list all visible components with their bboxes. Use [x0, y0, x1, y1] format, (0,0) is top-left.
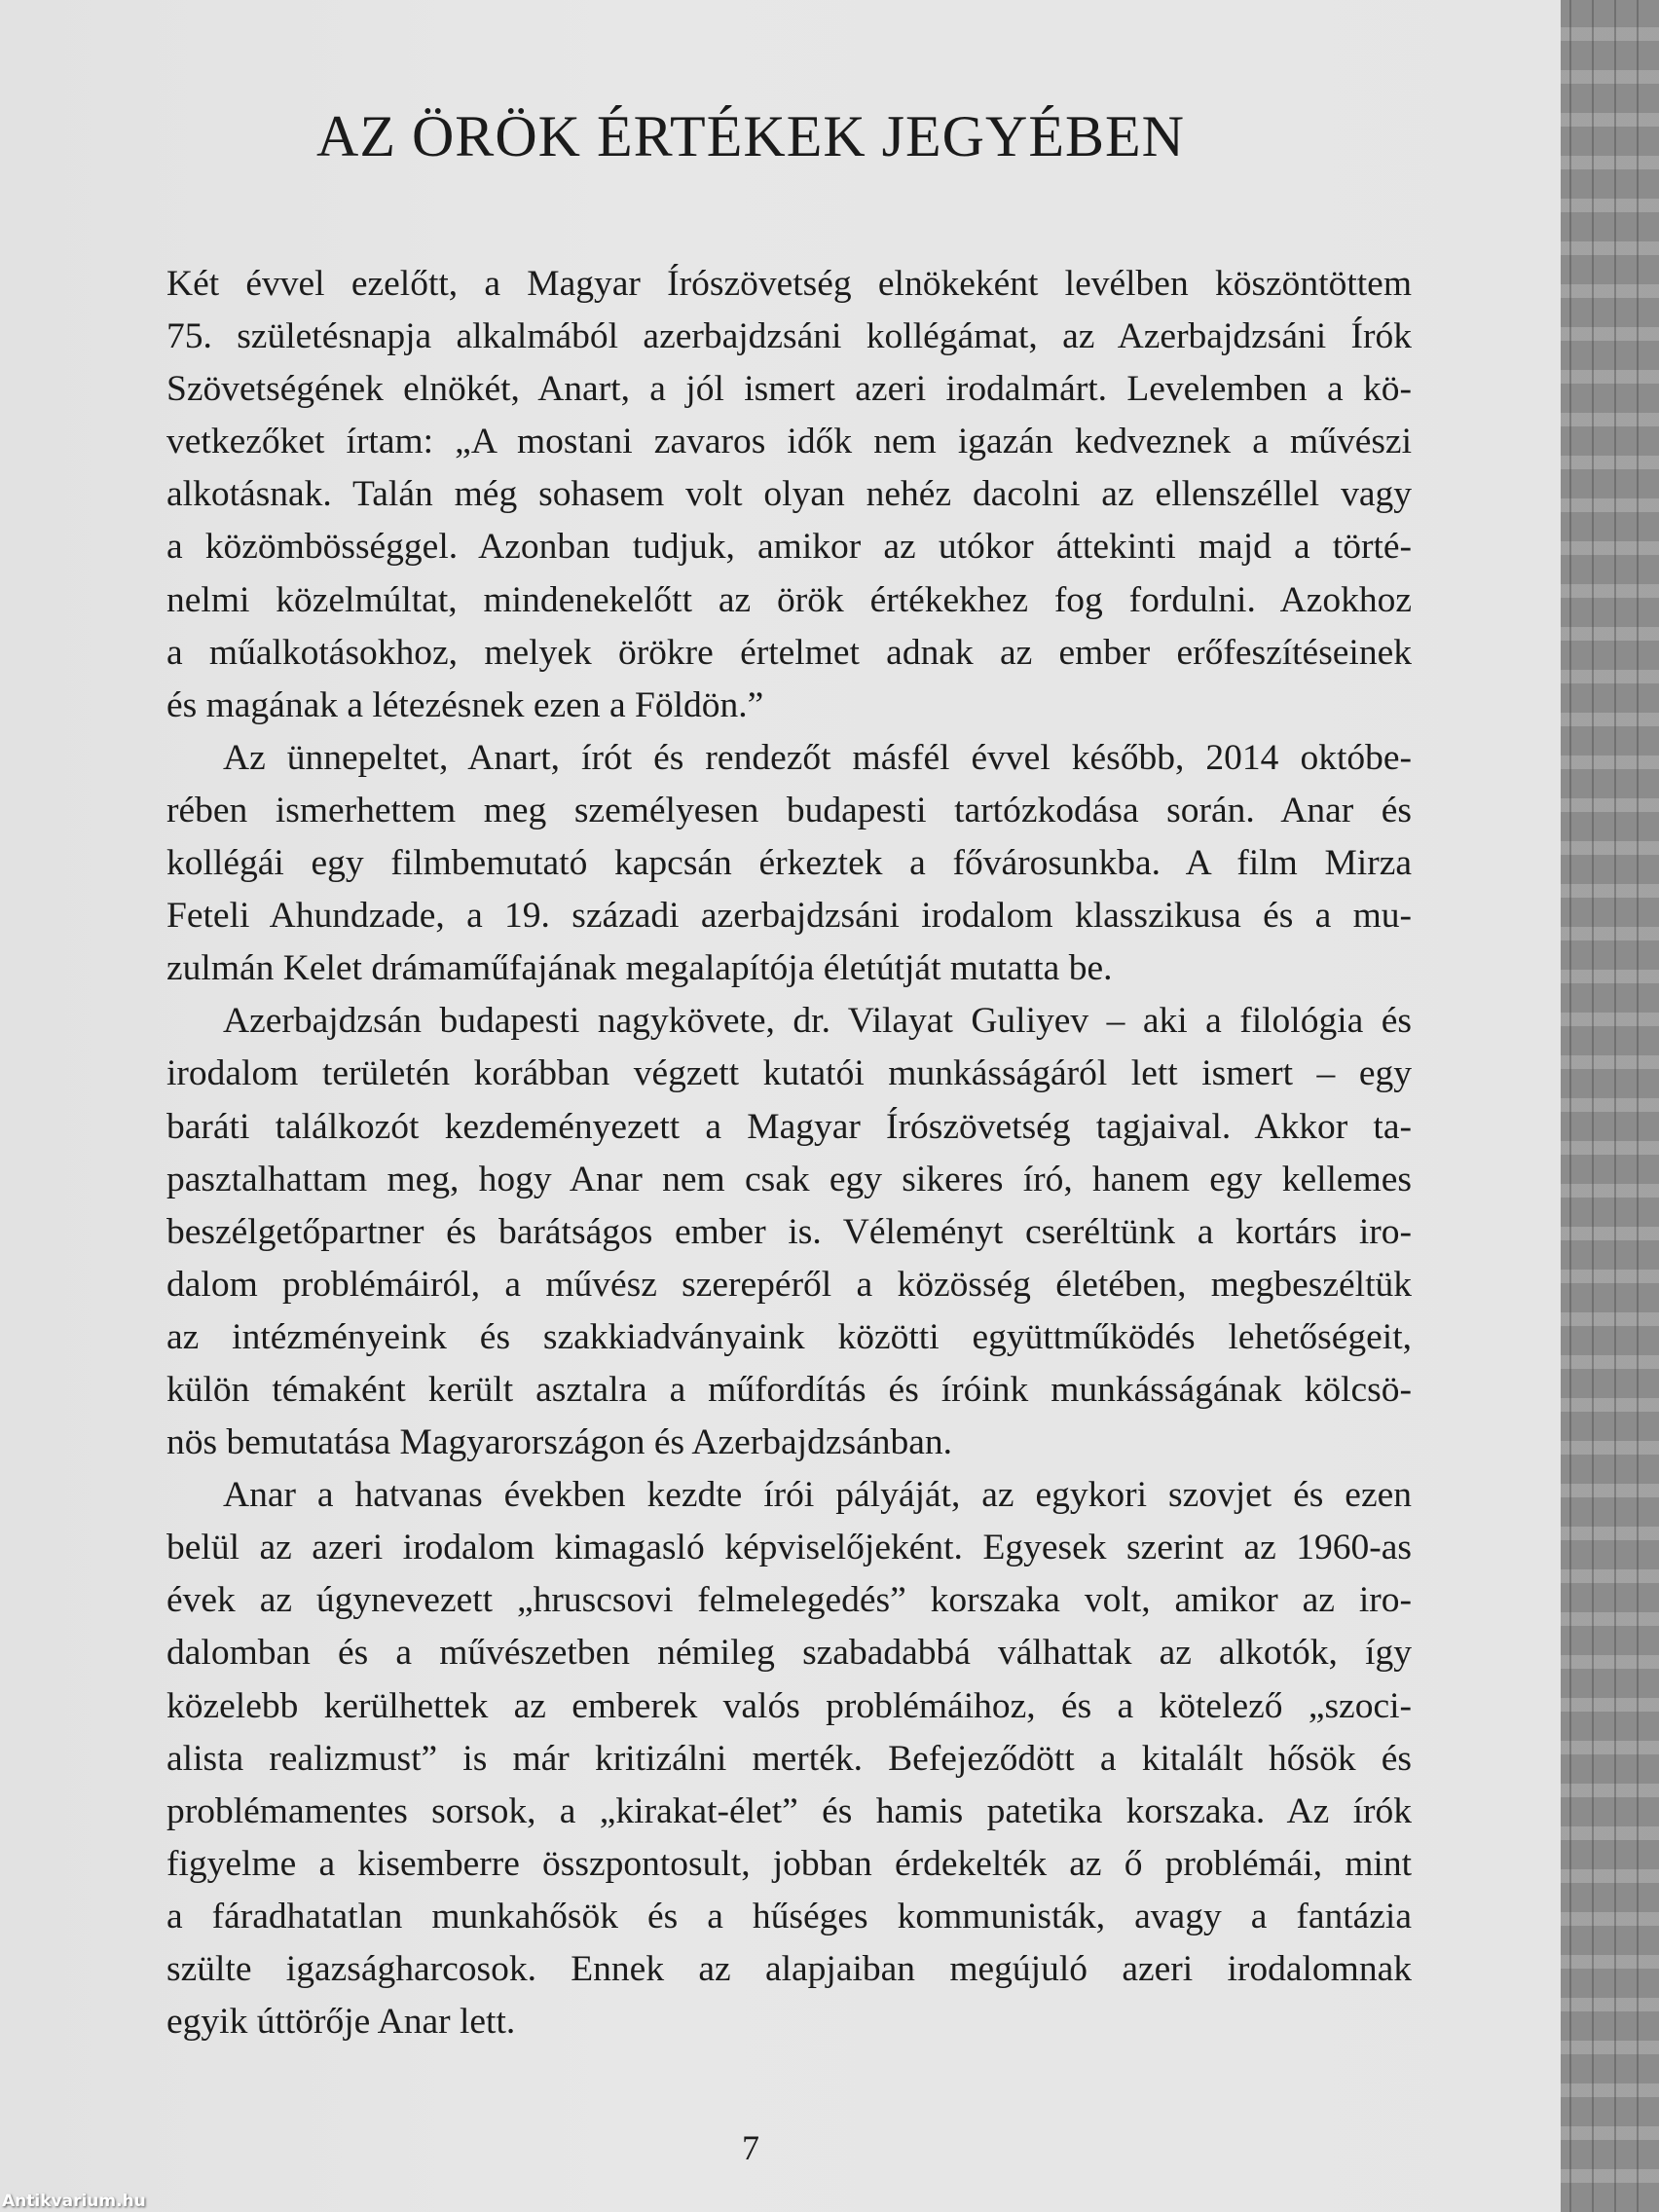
- text-line: a fáradhatatlan munkahősök és a hűséges kommunisták, avagy a fantázia: [166, 1896, 1412, 1936]
- text-line: pasztalhattam meg, hogy Anar nem csak egy sikeres író, hanem egy kellemes: [166, 1159, 1412, 1199]
- page-number: 7: [742, 2128, 759, 2167]
- text-line: dalomban és a művészetben némileg szabadabbá válhattak az alkotók, így: [166, 1633, 1412, 1674]
- text-line: 75. születésnapja alkalmából azerbajdzsáni kollégámat, az Azerbajdzsáni Írók: [166, 316, 1412, 357]
- text-line: alkotásnak. Talán még sohasem volt olyan nehéz dacolni az ellenszéllel vagy: [166, 474, 1412, 515]
- text-line: beszélgetőpartner és barátságos ember is. Véleményt cseréltünk a kortárs iro-: [166, 1211, 1412, 1252]
- body-text: [166, 258, 1412, 2048]
- text-line: a közömbösséggel. Azonban tudjuk, amikor az utókor áttekinti majd a törté-: [166, 527, 1412, 568]
- text-line: nös bemutatása Magyarországon és Azerbajdzsánban.: [166, 1422, 953, 1463]
- text-line: zulmán Kelet drámaműfajának megalapítója életútját mutatta be.: [166, 948, 1113, 989]
- text-line: szülte igazságharcosok. Ennek az alapjaiban megújuló azeri irodalomnak: [166, 1949, 1412, 1989]
- text-line: figyelme a kisemberre összpontosult, jobban érdekelték az ő problémái, mint: [166, 1843, 1412, 1884]
- text-line: kollégái egy filmbemutató kapcsán érkeztek a fővárosunkba. A film Mirza: [166, 843, 1412, 884]
- text-line: a műalkotásokhoz, melyek örökre értelmet adnak az ember erőfeszítéseinek: [166, 632, 1412, 673]
- text-line: belül az azeri irodalom kimagasló képviselőjeként. Egyesek szerint az 1960-as: [166, 1528, 1412, 1568]
- text-line: problémamentes sorsok, a „kirakat-élet” és hamis patetika korszaka. Az írók: [166, 1790, 1412, 1831]
- text-line: Az ünnepeltet, Anart, írót és rendezőt másfél évvel később, 2014 októbe-: [223, 737, 1412, 778]
- chapter-title: AZ ÖRÖK ÉRTÉKEK JEGYÉBEN: [316, 104, 1185, 168]
- text-line: nelmi közelmúltat, mindenekelőtt az örök értékekhez fog fordulni. Azokhoz: [166, 579, 1412, 620]
- text-line: külön témaként került asztalra a műfordítás és íróink munkásságának kölcsö-: [166, 1369, 1412, 1410]
- watermark: Antikvarium.hu: [2, 2192, 146, 2211]
- text-line: közelebb kerülhettek az emberek valós problémáihoz, és a kötelező „szoci-: [166, 1685, 1412, 1726]
- text-line: vetkezőket írtam: „A mostani zavaros idők nem igazán kedveznek a művészi: [166, 422, 1412, 462]
- text-line: Két évvel ezelőtt, a Magyar Írószövetség elnökeként levélben köszöntöttem: [166, 264, 1412, 304]
- text-line: Anar a hatvanas években kezdte írói pályáját, az egykori szovjet és ezen: [223, 1475, 1412, 1516]
- text-line: dalom problémáiról, a művész szerepéről a közösség életében, megbeszéltük: [166, 1264, 1412, 1305]
- text-line: alista realizmust” is már kritizálni merték. Befejeződött a kitalált hősök és: [166, 1738, 1412, 1779]
- text-line: egyik úttörője Anar lett.: [166, 2002, 516, 2043]
- text-line: és magának a létezésnek ezen a Földön.”: [166, 684, 764, 725]
- text-line: Azerbajdzsán budapesti nagykövete, dr. Vilayat Guliyev – aki a filológia és: [223, 1001, 1412, 1042]
- text-line: irodalom területén korábban végzett kutatói munkásságáról lett ismert – egy: [166, 1053, 1412, 1094]
- text-line: évek az úgynevezett „hruscsovi felmelegedés” korszaka volt, amikor az iro-: [166, 1580, 1412, 1621]
- text-line: Szövetségének elnökét, Anart, a jól ismert azeri irodalmárt. Levelemben a kö-: [166, 369, 1412, 410]
- text-line: az intézményeink és szakkiadványaink közötti együttműködés lehetőségeit,: [166, 1316, 1412, 1357]
- text-line: Feteli Ahundzade, a 19. századi azerbajdzsáni irodalom klasszikusa és a mu-: [166, 896, 1412, 937]
- text-line: rében ismerhettem meg személyesen budapesti tartózkodása során. Anar és: [166, 790, 1412, 830]
- text-line: baráti találkozót kezdeményezett a Magyar Írószövetség tagjaival. Akkor ta-: [166, 1106, 1412, 1147]
- page-edge-stack: [1561, 0, 1659, 2212]
